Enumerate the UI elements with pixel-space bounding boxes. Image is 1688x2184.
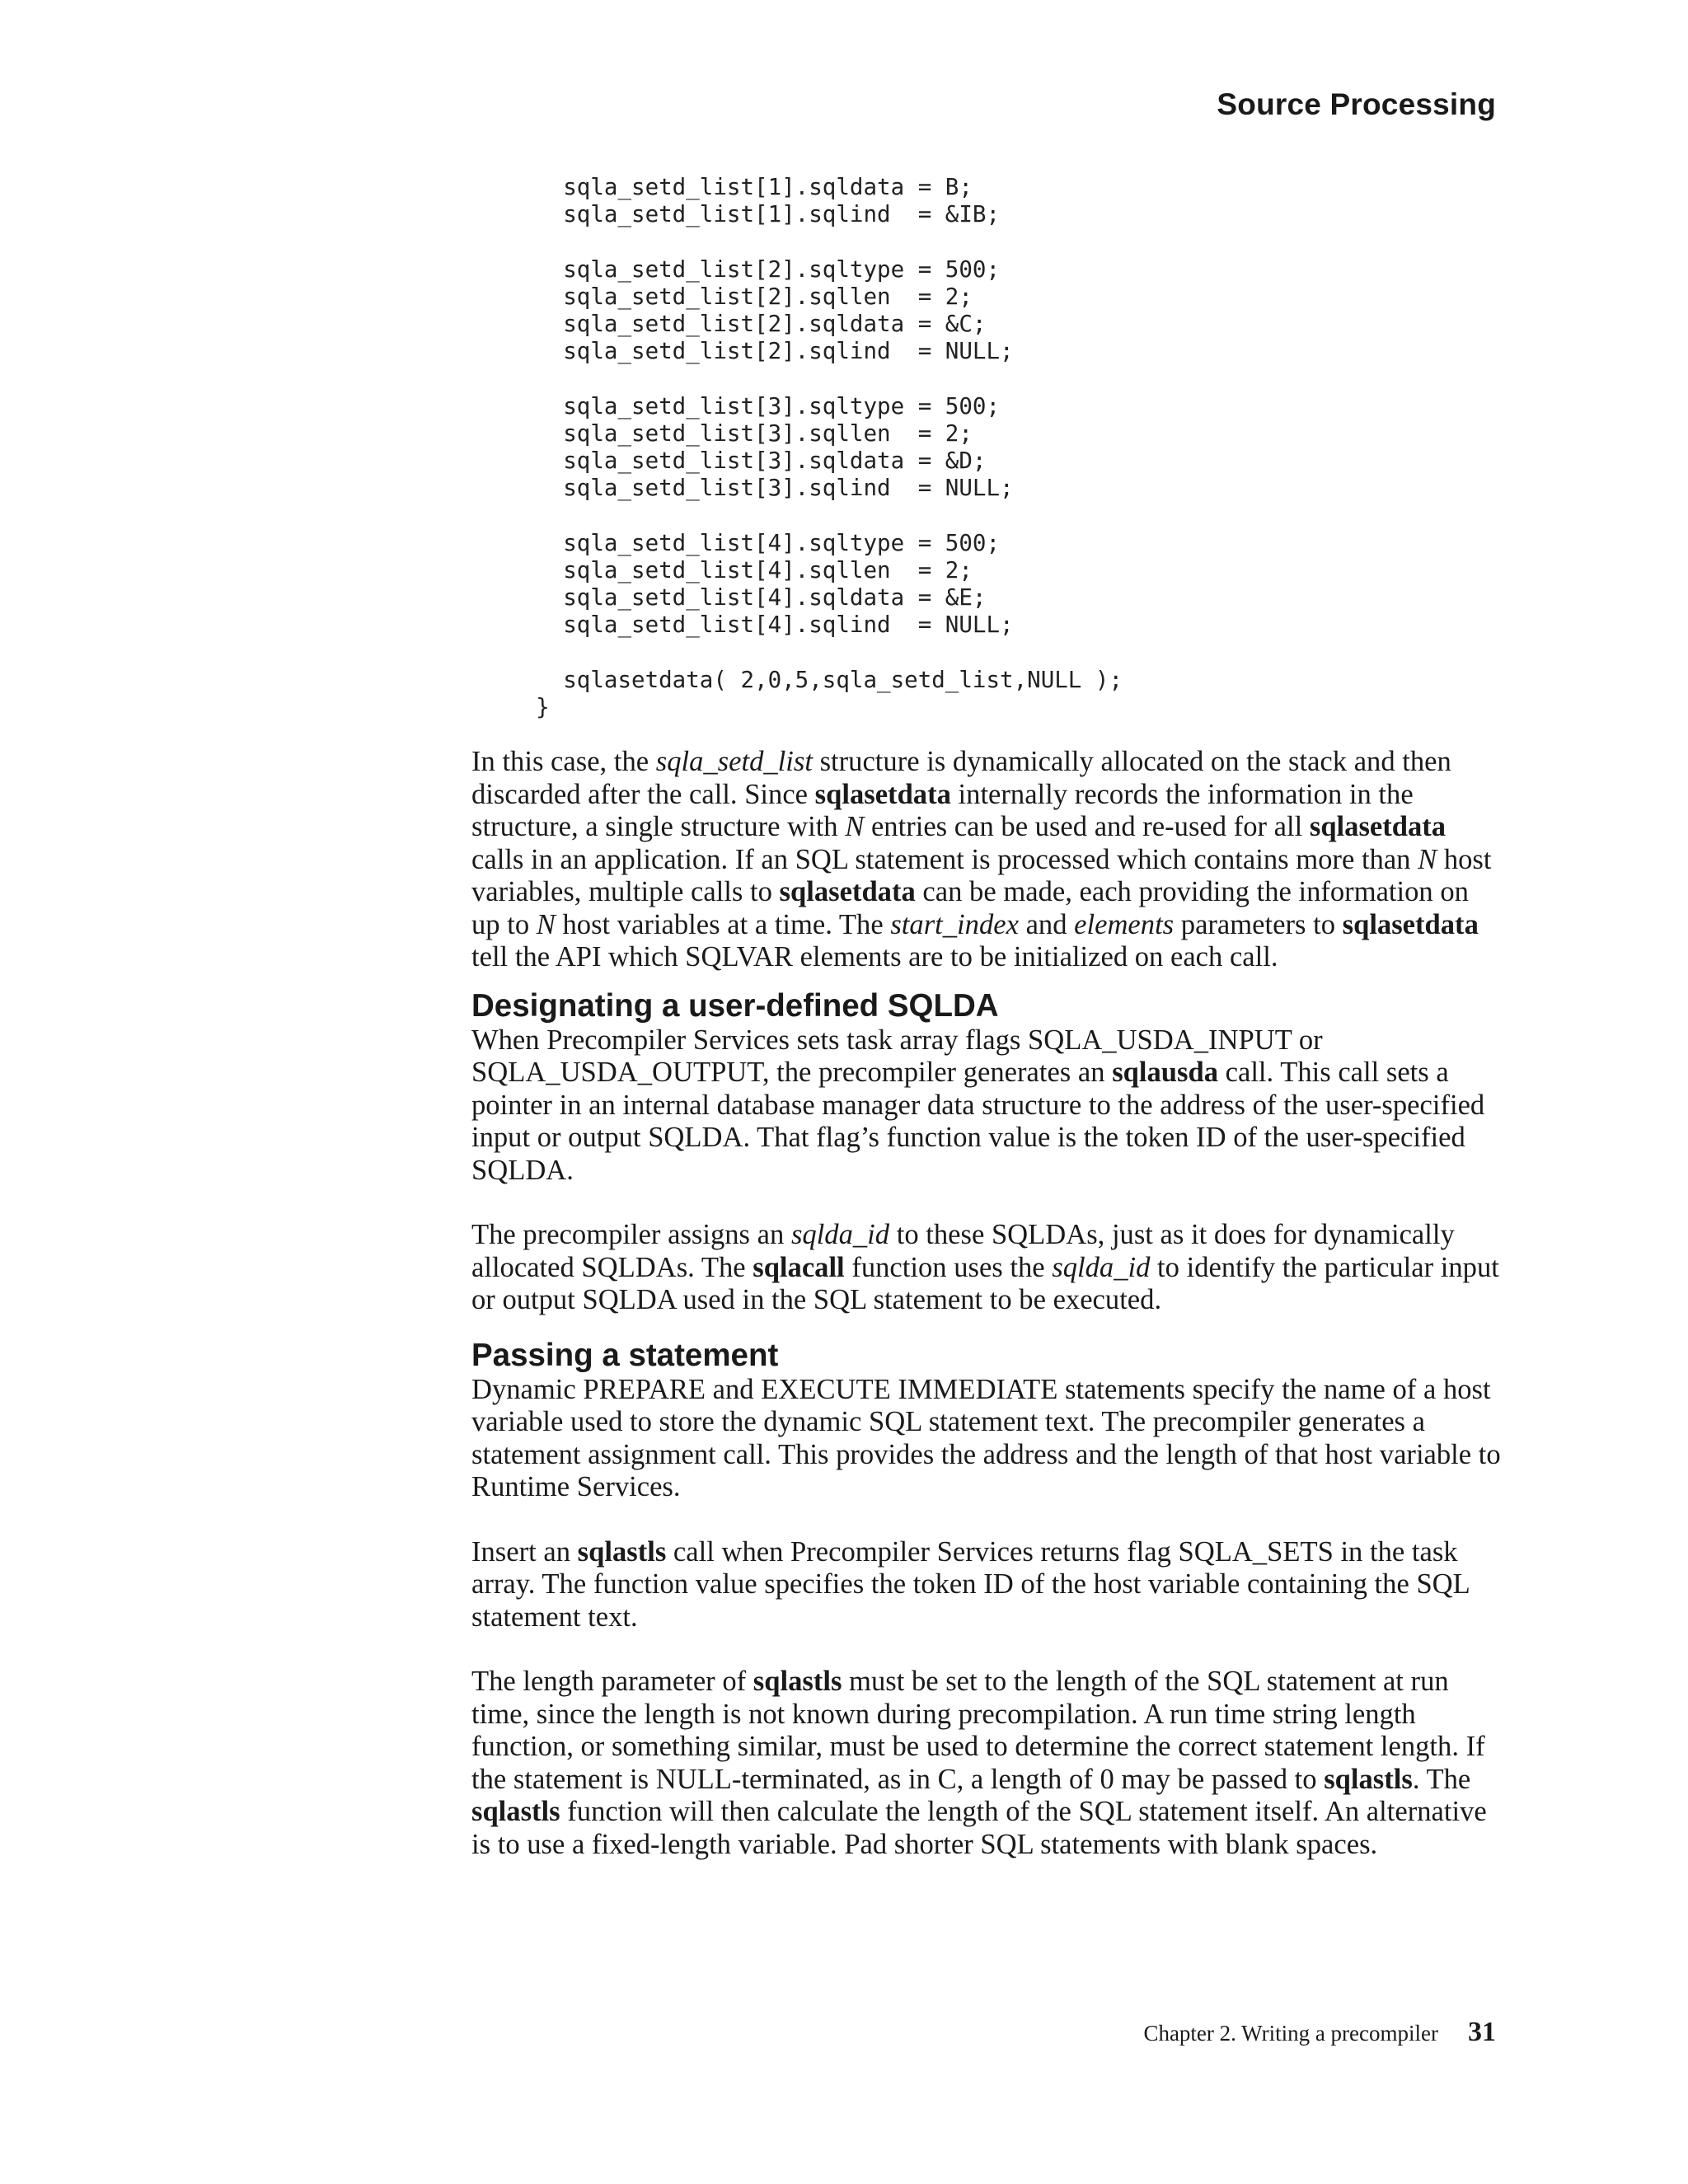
code-line: sqla_setd_list[3].sqlind = NULL;	[509, 475, 1014, 502]
api-sqlastls: sqlastls	[577, 1535, 667, 1568]
term-sqla-setd-list: sqla_setd_list	[655, 746, 813, 777]
statement-paragraph-1: Dynamic PREPARE and EXECUTE IMMEDIATE statements specify the name of a host variable used to store the dynamic SQL statement text. The precompiler generates a statement assignment call. This provides the address and the length of that host variable to Runtime Services.	[471, 1373, 1501, 1502]
term-sqlda-id: sqlda_id	[790, 1219, 890, 1250]
code-line: sqla_setd_list[2].sqlind = NULL;	[509, 338, 1014, 365]
code-line: sqla_setd_list[2].sqltype = 500;	[509, 255, 1001, 283]
code-line: sqla_setd_list[3].sqltype = 500;	[509, 392, 1001, 419]
sqlda-paragraph-2: The precompiler assigns an sqlda_id to these SQLDAs, just as it does for dynamically allocated SQLDAs. The sqlacall function uses the sqlda_id to identify the particular input or output SQLDA used in the SQL statement to be executed.	[471, 1219, 1499, 1315]
api-sqlausda: sqlausda	[1112, 1057, 1218, 1088]
code-line: sqla_setd_list[4].sqldata = &E;	[509, 584, 987, 612]
api-sqlastls: sqlastls	[1324, 1763, 1413, 1795]
section-heading-statement: Passing a statement	[471, 1337, 779, 1373]
statement-paragraph-2: Insert an sqlastls call when Precompiler Services returns flag SQLA_SETS in the task array. The function value specifies the token ID of the host variable containing the SQL statement text.	[471, 1535, 1470, 1633]
intro-paragraph: In this case, the sqla_setd_list structure is dynamically allocated on the stack and then discarded after the call. Since sqlasetdata internally records the information in the structure, a single structure with N entries can be used and re-used for all sqlasetdata calls in an application. If an SQL statement is processed which contains more than N host variables, multiple calls to sqlasetdata can be made, each providing the information on up to N host variables at a time. The start_index and elements parameters to sqlasetdata tell the API which SQLVAR elements are to be initialized on each call.	[471, 746, 1492, 972]
api-sqlacall: sqlacall	[753, 1251, 845, 1283]
main-content	[471, 746, 1503, 1893]
code-line: }	[509, 693, 550, 720]
page-number: 31	[1468, 2017, 1496, 2047]
api-sqlasetdata: sqlasetdata	[1342, 908, 1479, 940]
code-block	[509, 174, 1498, 721]
code-line: sqla_setd_list[1].sqldata = B;	[509, 174, 973, 200]
api-sqlasetdata: sqlasetdata	[1309, 811, 1447, 842]
api-sqlasetdata: sqlasetdata	[779, 876, 916, 907]
chapter-label: Chapter 2. Writing a precompiler	[1143, 2021, 1438, 2046]
code-line: sqla_setd_list[4].sqltype = 500;	[509, 529, 1001, 556]
term-start-index: start_index	[890, 908, 1019, 940]
api-sqlasetdata: sqlasetdata	[814, 778, 951, 810]
code-line: sqla_setd_list[2].sqldata = &C;	[509, 311, 987, 338]
section-heading-sqlda: Designating a user-defined SQLDA	[471, 987, 999, 1024]
statement-paragraph-3: The length parameter of sqlastls must be set to the length of the SQL statement at run time, since the length is not known during precompilation. A run time string length function, or something similar, must be used to determine the correct statement length. If the statement is NULL-terminated, as in C, a length of 0 may be passed to sqlastls. The sqlastls function will then calculate the length of the SQL statement itself. An alternative is to use a fixed-length variable. Pad shorter SQL statements with blank spaces.	[471, 1666, 1487, 1860]
code-line: sqla_setd_list[4].sqlind = NULL;	[509, 612, 1014, 639]
code-line: sqla_setd_list[2].sqllen = 2;	[509, 283, 973, 310]
code-line: sqla_setd_list[1].sqlind = &IB;	[509, 201, 1001, 228]
term-sqlda-id: sqlda_id	[1052, 1251, 1151, 1283]
running-header: Source Processing	[1217, 87, 1496, 121]
page-footer	[1143, 2017, 1496, 2048]
code-line: sqla_setd_list[3].sqldata = &D;	[509, 448, 987, 475]
code-line: sqlasetdata( 2,0,5,sqla_setd_list,NULL );	[509, 666, 1123, 693]
code-line: sqla_setd_list[3].sqllen = 2;	[509, 419, 973, 447]
api-sqlastls: sqlastls	[471, 1796, 560, 1827]
term-elements: elements	[1074, 908, 1175, 940]
api-sqlastls: sqlastls	[753, 1666, 842, 1697]
sqlda-paragraph-1: When Precompiler Services sets task array flags SQLA_USDA_INPUT or SQLA_USDA_OUTPUT, the precompiler generates an sqlausda call. This call sets a pointer in an internal database manager data structure to the address of the user-specified input or output SQLDA. That flag’s function value is the token ID of the user-specified SQLDA.	[471, 1024, 1485, 1186]
code-line: sqla_setd_list[4].sqllen = 2;	[509, 556, 973, 583]
